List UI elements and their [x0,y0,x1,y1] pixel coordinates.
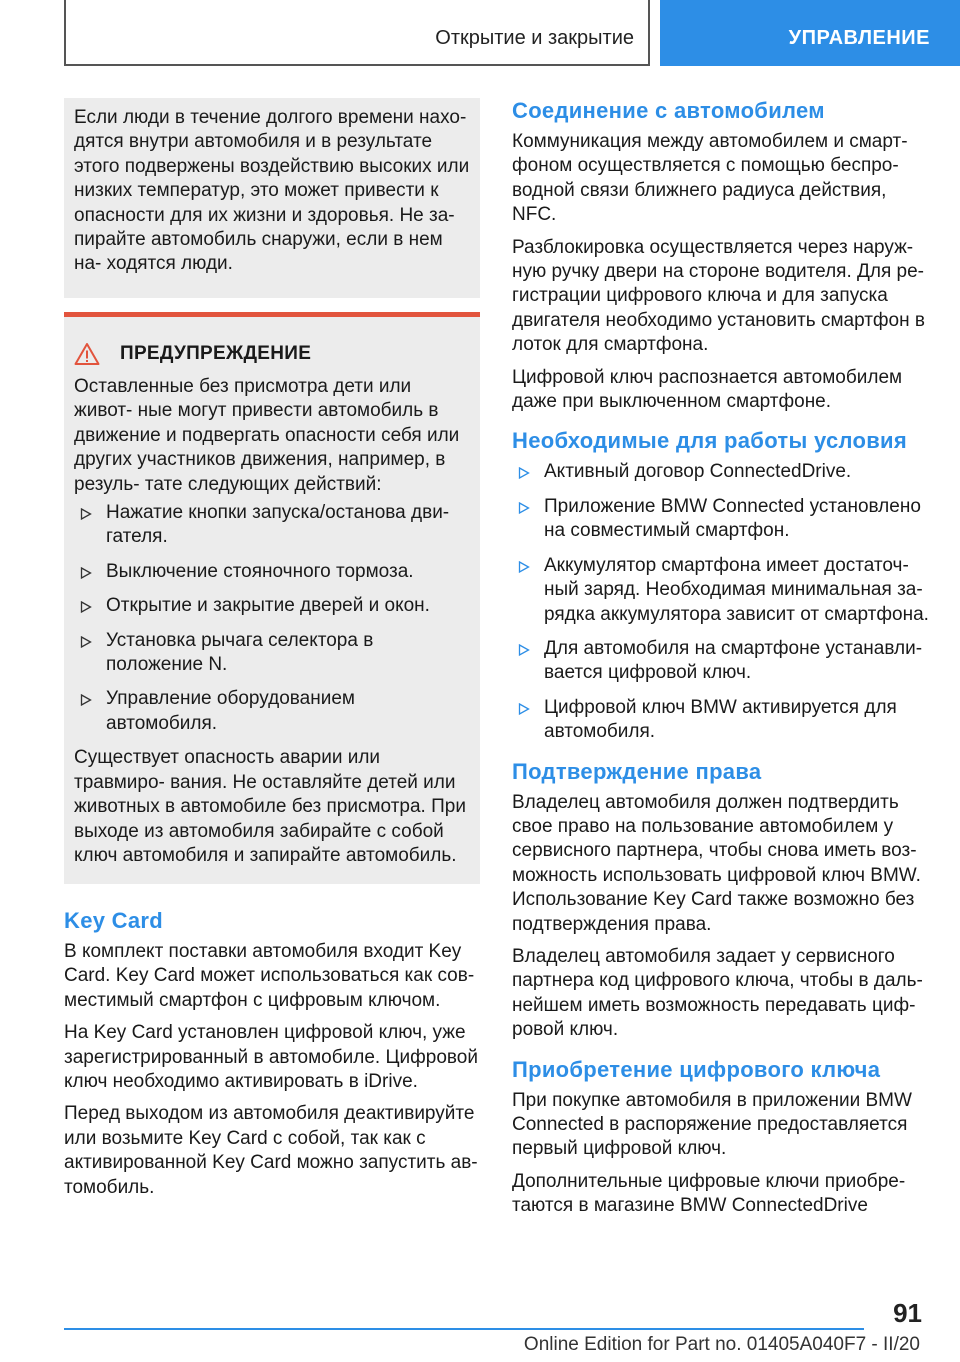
key-card-p3: Перед выходом из автомобиля деактивируйте или возьмите Key Card с собой, так как с активированной Key Card можно запустить ав- томобиль. [64,1103,478,1198]
requirements-heading: Необходимые для работы условия [512,428,907,454]
warning-box [64,312,480,884]
warning-list [74,501,470,736]
warning-triangle-icon [74,342,100,366]
rights-p2: Владелец автомобиля задает у сервисного партнера код цифрового ключа, чтобы в даль- нейшем иметь возможность передавать циф- ровой ключ. [512,945,923,1041]
list-item: Управление оборудованием автомобиля. [74,687,470,736]
list-item: Открытие и закрытие дверей и окон. [74,594,470,618]
edition-text: Online Edition for Part no. 01405A040F7 - II/20 [523,1334,920,1355]
arrow-bullet-icon [80,567,92,579]
arrow-bullet-icon [80,508,92,520]
chapter-title: УПРАВЛЕНИЕ [788,27,930,49]
arrow-bullet-icon [80,694,92,706]
note-box [64,98,480,298]
list-item: Цифровой ключ BMW активируется для автомобиля. [512,696,932,745]
arrow-bullet-icon [518,703,530,715]
connection-p3: Цифровой ключ распознается автомобилем даже при выключенном смартфоне. [512,366,903,413]
rights-p1: Владелец автомобиля должен подтвердить свое право на пользование автомобилем у сервисного партнера, чтобы снова иметь воз- можность использовать цифровой ключ BMW. Использование Key Card также возможно без подтверждения права. [512,791,921,935]
header-section-box [64,0,650,66]
requirements-list [512,460,932,744]
purchase-heading: Приобретение цифрового ключа [512,1056,881,1082]
warning-outro: Существует опасность аварии или травмиро- вания. Не оставляйте детей или животных в автомобиле без присмотра. При выходе из автомобиля забирайте с собой ключ автомобиля и запирайте автомобиль. [74,747,466,866]
page-number: 91 [893,1298,922,1328]
arrow-bullet-icon [518,561,530,573]
key-card-p2: На Key Card установлен цифровой ключ, уже зарегистрированный в автомобиле. Цифровой ключ необходимо активировать в iDrive. [64,1022,478,1093]
connection-p1: Коммуникация между автомобилем и смарт- фоном осуществляется с помощью беспро- водной связи ближнего радиуса действия, NFC. [512,131,908,226]
right-column [512,98,932,1227]
arrow-bullet-icon [80,636,92,648]
warning-header [74,339,470,369]
footer-divider [64,1328,864,1330]
warning-title: ПРЕДУПРЕЖДЕНИЕ [120,343,312,364]
list-item: Аккумулятор смартфона имеет достаточ- ный заряд. Необходимая минимальная за- рядка аккумулятора зависит от смартфона. [512,554,932,627]
arrow-bullet-icon [518,467,530,479]
key-card-p1: В комплект поставки автомобиля входит Key Card. Key Card может использоваться как сов- местимый смартфон с цифровым ключом. [64,941,475,1011]
connection-heading: Соединение с автомобилем [512,98,825,123]
purchase-p1: При покупке автомобиля в приложении BMW Connected в распоряжение предоставляется первый цифровой ключ. [512,1089,912,1160]
list-item: Нажатие кнопки запуска/останова дви- гателя. [74,501,470,550]
left-column [64,98,480,1208]
list-item: Для автомобиля на смартфоне устанавли- вается цифровой ключ. [512,637,932,686]
section-title: Открытие и закрытие [435,27,634,49]
warning-intro: Оставленные без присмотра дети или живот- ные могут привести автомобиль в движение и подвергать опасности себя или других участников движения, например, в резуль- тате следующих действий: [74,376,460,495]
arrow-bullet-icon [518,502,530,514]
list-item: Выключение стояночного тормоза. [74,560,470,584]
list-item: Приложение BMW Connected установлено на совместимый смартфон. [512,495,932,544]
connection-p2: Разблокировка осуществляется через наруж- ную ручку двери на стороне водителя. Для ре- гистрации цифрового ключа и для запуска двигателя необходимо установить смартфон в лоток для смартфона. [512,236,925,356]
note-text: Если люди в течение долгого времени нахо- дятся внутри автомобиля и в результате этого подвержены воздействию высоких или низких температур, это может привести к опасности для их жизни и здоровья. Не за- пирайте автомобиль снаружи, если в нем на- ходятся люди. [74,107,470,275]
key-card-heading: Key Card [64,908,163,933]
rights-heading: Подтверждение права [512,758,762,784]
list-item: Активный договор ConnectedDrive. [512,460,932,484]
purchase-p2: Дополнительные цифровые ключи приобре- таются в магазине BMW ConnectedDrive [512,1170,906,1217]
list-item: Установка рычага селектора в положение N. [74,629,470,678]
arrow-bullet-icon [518,644,530,656]
header-chapter-box [660,0,960,66]
arrow-bullet-icon [80,601,92,613]
